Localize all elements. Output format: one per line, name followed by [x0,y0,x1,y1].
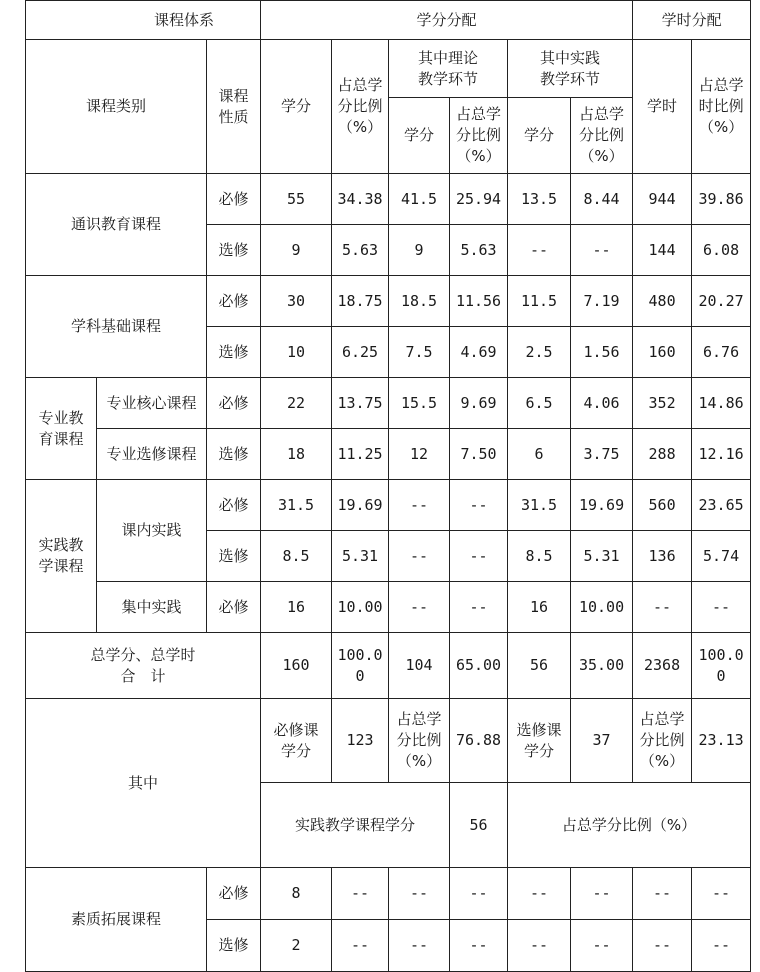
cell: 3.75 [571,429,633,480]
subcategory-concentrated: 集中实践 [97,582,207,633]
category-major: 专业教 育课程 [26,378,97,480]
nature-cell: 选修 [207,531,261,582]
cell: -- [692,582,751,633]
header-practice-credit: 学分 [508,98,571,174]
cell: 16 [261,582,332,633]
cell: -- [508,920,571,972]
cell: 11.5 [508,276,571,327]
cell: 7.5 [389,327,450,378]
cell: 2 [261,920,332,972]
cell: 5.31 [332,531,389,582]
header-practice: 其中实践 教学环节 [508,40,633,98]
cell: -- [571,920,633,972]
cell: 6.08 [692,225,751,276]
required-credit-value: 123 [332,699,389,783]
cell: 944 [633,174,692,225]
table-row [26,582,751,633]
cell: 7.50 [450,429,508,480]
cell: 8.5 [508,531,571,582]
nature-cell: 必修 [207,582,261,633]
cell: 34.38 [332,174,389,225]
cell: -- [508,868,571,920]
cell: 11.56 [450,276,508,327]
cell: 56 [508,633,571,699]
table-row [26,633,751,699]
cell: 15.5 [389,378,450,429]
cell: 8.5 [261,531,332,582]
cell: 8 [261,868,332,920]
cell: 5.63 [332,225,389,276]
cell: 20.27 [692,276,751,327]
cell: 160 [633,327,692,378]
cell: 39.86 [692,174,751,225]
cell: 55 [261,174,332,225]
cell: 11.25 [332,429,389,480]
nature-cell: 选修 [207,920,261,972]
header-hour-allocation: 学时分配 [633,1,751,40]
cell: -- [389,531,450,582]
cell: 35.00 [571,633,633,699]
cell: 18.75 [332,276,389,327]
table-row [26,276,751,327]
header-hour-ratio: 占总学 时比例 （%） [692,40,751,174]
cell: 100.00 [692,633,751,699]
cell: 100.00 [332,633,389,699]
subcategory-major-core: 专业核心课程 [97,378,207,429]
total-label: 总学分、总学时 合 计 [26,633,261,699]
cell: -- [332,868,389,920]
cell: -- [692,868,751,920]
cell: 13.5 [508,174,571,225]
practice-credit-value: 56 [450,783,508,868]
category-basic: 学科基础课程 [26,276,207,378]
header-credit-ratio: 占总学 分比例 （%） [332,40,389,174]
among-label: 其中 [26,699,261,868]
cell: 5.63 [450,225,508,276]
cell: 10 [261,327,332,378]
subcategory-in-class: 课内实践 [97,480,207,582]
cell: 6.5 [508,378,571,429]
header-course-system: 课程体系 [26,1,261,40]
cell: -- [450,582,508,633]
header-row [26,40,751,98]
cell: 18 [261,429,332,480]
required-ratio-value: 76.88 [450,699,508,783]
nature-cell: 必修 [207,276,261,327]
cell: -- [571,225,633,276]
nature-cell: 选修 [207,327,261,378]
cell: 6.25 [332,327,389,378]
elective-ratio-value: 23.13 [692,699,751,783]
practice-credit-label: 实践教学课程学分 [261,783,450,868]
cell: 104 [389,633,450,699]
cell: 136 [633,531,692,582]
cell: 4.06 [571,378,633,429]
cell: 8.44 [571,174,633,225]
nature-cell: 必修 [207,378,261,429]
cell: 9 [261,225,332,276]
cell: 31.5 [508,480,571,531]
cell: 5.31 [571,531,633,582]
cell: 13.75 [332,378,389,429]
cell: -- [389,920,450,972]
header-hours: 学时 [633,40,692,174]
cell: 12 [389,429,450,480]
table-row [26,378,751,429]
practice-ratio-label: 占总学分比例（%） [508,783,751,868]
cell: 16 [508,582,571,633]
table-row [26,174,751,225]
cell: 6.76 [692,327,751,378]
cell: 12.16 [692,429,751,480]
header-course-nature: 课程 性质 [207,40,261,174]
required-ratio-label: 占总学 分比例 （%） [389,699,450,783]
nature-cell: 必修 [207,480,261,531]
cell: -- [633,582,692,633]
cell: 480 [633,276,692,327]
cell: 65.00 [450,633,508,699]
cell: 352 [633,378,692,429]
elective-ratio-label: 占总学 分比例 （%） [633,699,692,783]
cell: 144 [633,225,692,276]
cell: 4.69 [450,327,508,378]
header-course-category: 课程类别 [26,40,207,174]
cell: 10.00 [571,582,633,633]
cell: 160 [261,633,332,699]
cell: 30 [261,276,332,327]
required-credit-label: 必修课 学分 [261,699,332,783]
table-row [26,429,751,480]
cell: 9.69 [450,378,508,429]
header-theory-ratio: 占总学 分比例 （%） [450,98,508,174]
cell: 1.56 [571,327,633,378]
category-quality: 素质拓展课程 [26,868,207,972]
cell: -- [332,920,389,972]
cell: 18.5 [389,276,450,327]
cell: 10.00 [332,582,389,633]
header-credit: 学分 [261,40,332,174]
cell: 2.5 [508,327,571,378]
subcategory-major-elective: 专业选修课程 [97,429,207,480]
cell: -- [450,920,508,972]
cell: 9 [389,225,450,276]
cell: -- [571,868,633,920]
cell: 31.5 [261,480,332,531]
credit-allocation-table [25,0,751,972]
cell: 19.69 [332,480,389,531]
cell: -- [508,225,571,276]
cell: -- [692,920,751,972]
cell: 5.74 [692,531,751,582]
cell: -- [450,480,508,531]
nature-cell: 必修 [207,174,261,225]
table-row [26,699,751,783]
header-credit-allocation: 学分分配 [261,1,633,40]
cell: 25.94 [450,174,508,225]
nature-cell: 必修 [207,868,261,920]
category-practice: 实践教 学课程 [26,480,97,633]
elective-credit-value: 37 [571,699,633,783]
table-row [26,868,751,920]
category-general: 通识教育课程 [26,174,207,276]
header-row [26,1,751,40]
cell: 288 [633,429,692,480]
table-row [26,480,751,531]
cell: 560 [633,480,692,531]
nature-cell: 选修 [207,429,261,480]
header-theory: 其中理论 教学环节 [389,40,508,98]
cell: 22 [261,378,332,429]
cell: 41.5 [389,174,450,225]
nature-cell: 选修 [207,225,261,276]
cell: -- [450,868,508,920]
cell: 6 [508,429,571,480]
cell: -- [389,582,450,633]
cell: -- [633,920,692,972]
cell: 14.86 [692,378,751,429]
cell: 23.65 [692,480,751,531]
cell: -- [633,868,692,920]
header-practice-ratio: 占总学 分比例 （%） [571,98,633,174]
elective-credit-label: 选修课 学分 [508,699,571,783]
cell: -- [450,531,508,582]
cell: -- [389,868,450,920]
cell: 19.69 [571,480,633,531]
cell: -- [389,480,450,531]
cell: 2368 [633,633,692,699]
header-theory-credit: 学分 [389,98,450,174]
cell: 7.19 [571,276,633,327]
